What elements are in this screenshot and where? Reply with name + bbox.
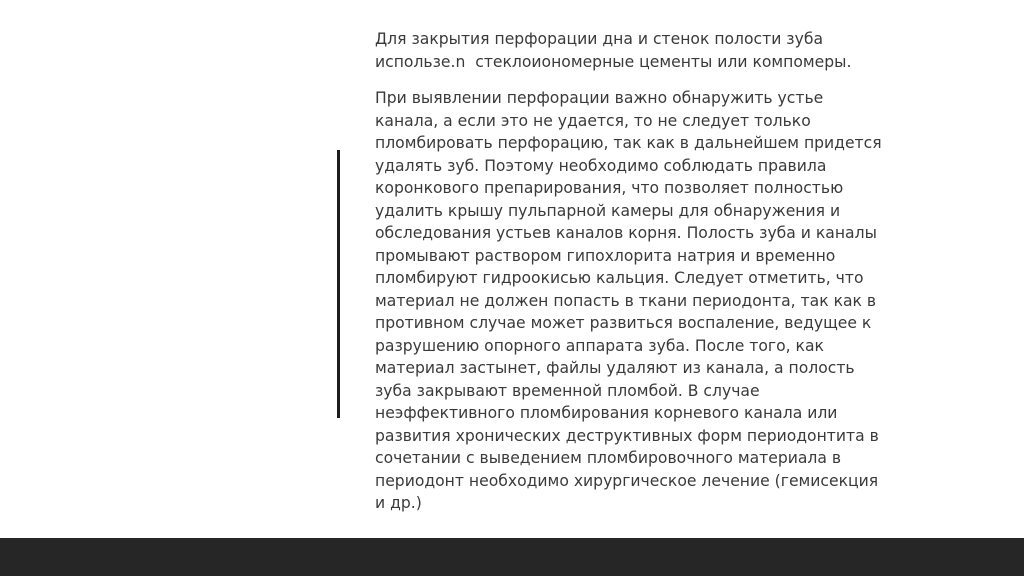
paragraph-perforation-treatment: При выявлении перфорации важно обнаружить устье канала, а если это не удается, то не следует только пломбировать перфорацию, так как в дальнейшем придется удалять зуб. Поэтому необходимо соблюдать правила коронкового препарирования, что позволяет полностью удалить крышу пульпарной камеры для обнаружения и обследования устьев каналов корня. Полость зуба и каналы промывают раствором гипохлорита натрия и временно пломбируют гидроокисью кальция. Следует отметить, что материал не должен попасть в ткани периодонта, так как в противном случае может развиться воспаление, ведущее к разрушению опорного аппарата зуба. После того, как материал застынет, файлы удаляют из канала, а полость зуба закрывают временной пломбой. В случае неэффективного пломбирования корневого канала или развития хронических деструктивных форм периодонтита в сочетании с выведением пломбировочного материала в периодонт необходимо хирургическое лечение (гемисекция и др.): [375, 89, 882, 512]
footer-bar: [0, 538, 1024, 576]
vertical-divider: [337, 150, 340, 418]
paragraph-perforation-closure: Для закрытия перфорации дна и стенок полости зуба использе.n стеклоиономерные цементы или компомеры.: [375, 30, 852, 71]
slide-text-block: [375, 28, 935, 515]
